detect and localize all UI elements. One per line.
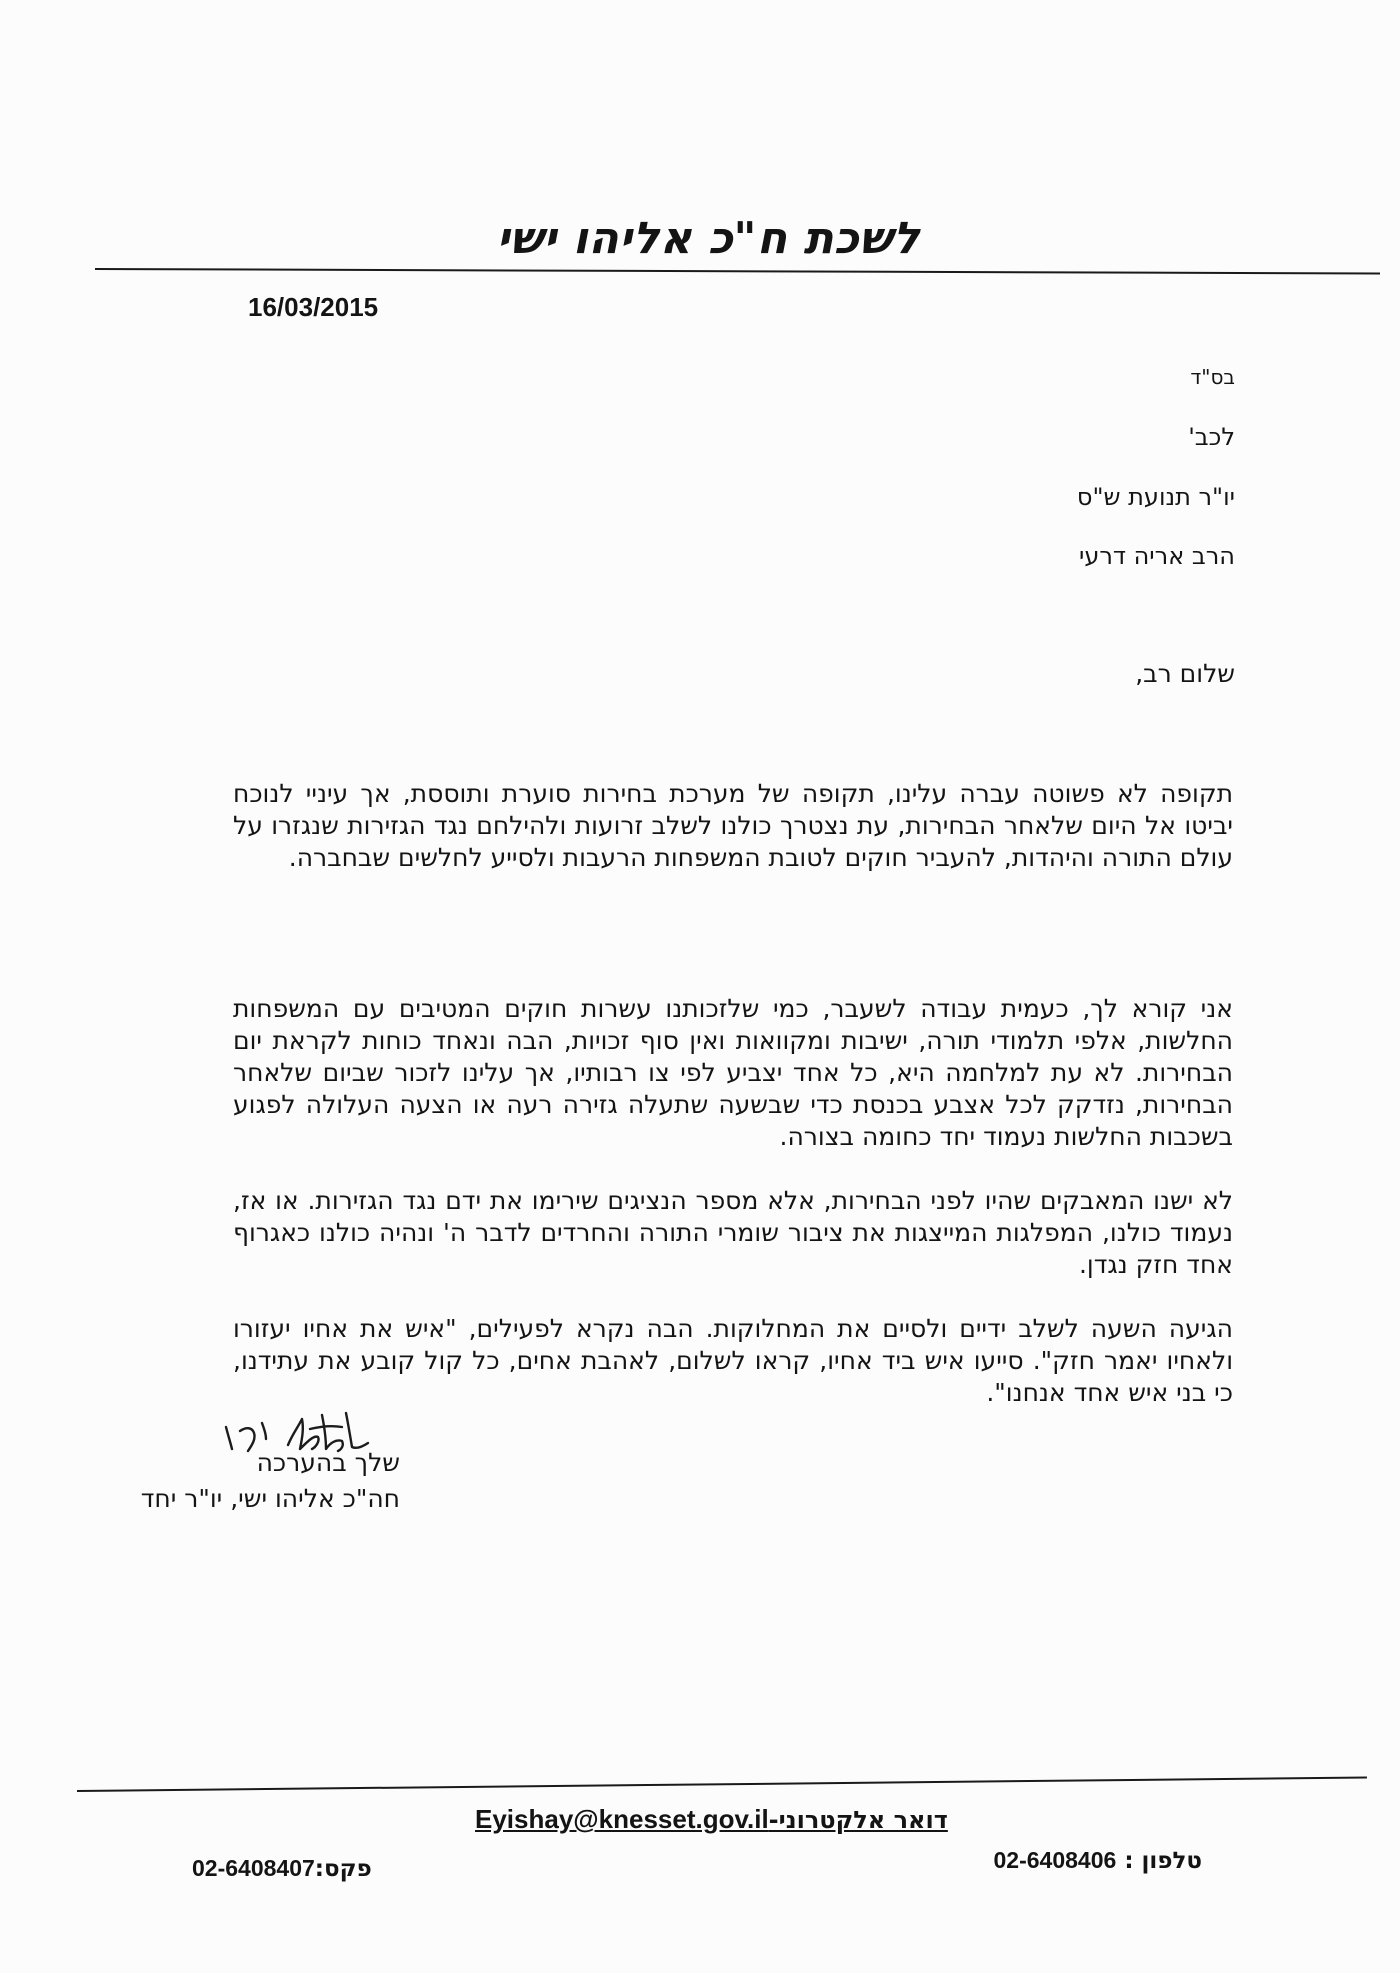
footer-email-row	[475, 1804, 948, 1835]
phone-number: 02-6408406	[993, 1847, 1117, 1873]
footer-divider	[77, 1776, 1367, 1792]
recipient-role: יו"ר תנועת ש"ס	[1076, 483, 1235, 511]
body-paragraph: אני קורא לך, כעמית עבודה לשעבר, כמי שלזכותנו עשרות חוקים המטיבים עם המשפחות החלשות, אלפי תלמודי תורה, ישיבות ומקוואות ואין סוף זכויות, הבה ונאחד כוחות לקראת יום הבחירות. לא עת למלחמה היא, כל אחד יצביע לפי צו רבותיו, אך עלינו לזכור שביום שלאחר הבחירות, נזדקק לכל אצבע בכנסת כדי שבשעה שתעלה גזירה רעה או הצעה העלולה לפגוע בשכבות החלשות נעמוד יחד כחומה בצורה.	[233, 994, 1233, 1151]
body-paragraph: הגיעה השעה לשלב ידיים ולסיים את המחלוקות. הבה נקרא לפעילים, "איש את אחיו יעזורו ולאחיו יאמר חזק". סייעו איש ביד אחיו, קראו לשלום, לאהבת אחים, כל קול קובע את עתידנו, כי בני איש אחד אנחנו".	[233, 1314, 1233, 1407]
closing-signatory: חה"כ אליהו ישי, יו"ר יחד	[140, 1484, 400, 1513]
body-paragraph: לא ישנו המאבקים שהיו לפני הבחירות, אלא מספר הנציגים שירימו את ידם נגד הגזירות. או אז, נעמוד כולנו, המפלגות המייצגות את ציבור שומרי התורה והחרדים לדבר ה' ונהיה כולנו כאגרוף אחד חזק נגדן.	[233, 1186, 1233, 1279]
letter-date: 16/03/2015	[248, 292, 379, 322]
footer-phone	[994, 1847, 1202, 1874]
letterhead-divider	[95, 268, 1380, 274]
fax-label: פקס:	[314, 1856, 372, 1882]
email-address[interactable]: Eyishay@knesset.gov.il	[475, 1804, 769, 1834]
fax-number: 02-6408407	[192, 1855, 315, 1881]
greeting: שלום רב,	[1135, 659, 1235, 688]
closing-regards: שלך בהערכה	[256, 1448, 400, 1477]
bsd-heading: בס"ד	[1190, 365, 1235, 389]
body-paragraph: תקופה לא פשוטה עברה עלינו, תקופה של מערכת בחירות סוערת ותוססת, אך עיניי לנוכח יביטו אל היום שלאחר הבחירות, עת נצטרך כולנו לשלב זרועות ולהילחם נגד הגזירות שנגזרו על עולם התורה והיהדות, להעביר חוקים לטובת המשפחות הרעבות ולסייע לחלשים שבחברה.	[233, 779, 1233, 872]
phone-label: טלפון :	[1124, 1848, 1202, 1874]
email-label: דואר אלקטרוני-	[768, 1806, 948, 1834]
recipient-salutation: לכב'	[1188, 423, 1235, 451]
footer-fax	[192, 1855, 372, 1882]
letterhead-title: לשכת ח"כ אליהו ישי	[496, 213, 920, 264]
recipient-name: הרב אריה דרעי	[1078, 542, 1235, 570]
